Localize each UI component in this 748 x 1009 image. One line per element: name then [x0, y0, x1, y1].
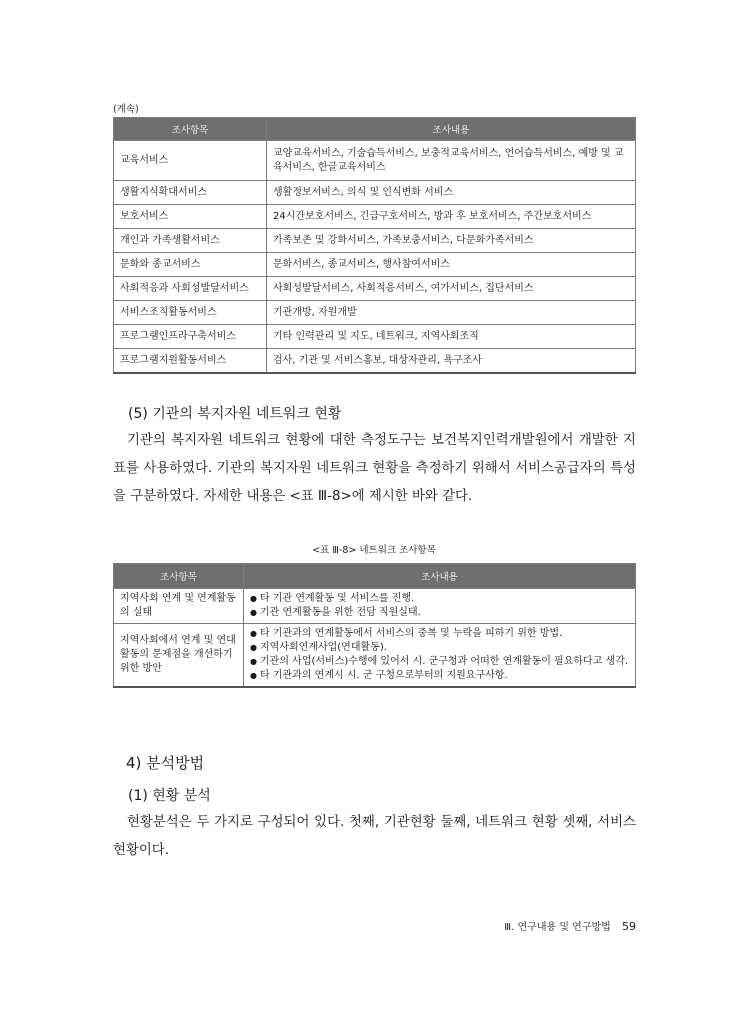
- bullet-item: ● 기관 연계활동을 위한 전담 직원실태.: [250, 606, 629, 620]
- row-content: 교양교육서비스, 기술습득서비스, 보충적교육서비스, 언어습득서비스, 예방 및 교육서비스, 한글교육서비스: [267, 141, 636, 181]
- service-items-table: [113, 117, 636, 374]
- bullet-item: ● 타 기관과의 연계활동에서 서비스의 중복 및 누락을 피하기 위한 방법.: [250, 627, 629, 641]
- table-row: [114, 277, 636, 301]
- network-items-table: [113, 563, 636, 688]
- table-row: [114, 141, 636, 181]
- section-4-heading: 4) 분석방법: [126, 754, 205, 772]
- row-item: 보호서비스: [114, 205, 267, 229]
- section-5-heading: (5) 기관의 복지자원 네트워크 현황: [128, 406, 342, 422]
- bullet-item: ● 기관의 사업(서비스)수행에 있어서 시. 군구청과 어떠한 연계활동이 필요하다고 생각.: [250, 655, 629, 669]
- page-footer: [504, 918, 636, 933]
- section-5-paragraph: 기관의 복지자원 네트워크 현황에 대한 측정도구는 보건복지인력개발원에서 개발한 지표를 사용하였다. 기관의 복지자원 네트워크 현황을 측정하기 위해서 서비스공급자의 특성을 구분하였다. 자세한 내용은 <표 Ⅲ-8>에 제시한 바와 같다.: [113, 433, 636, 504]
- table-row: [114, 181, 636, 205]
- row-item: 지역사회 연계 및 연계활동의 실태: [114, 589, 244, 624]
- page-number: 59: [622, 920, 636, 933]
- row-item: 사회적응과 사회성발달서비스: [114, 277, 267, 301]
- row-item: 프로그램인프라구축서비스: [114, 325, 267, 349]
- row-item: 프로그램지원활동서비스: [114, 349, 267, 374]
- table-header-row: [114, 564, 636, 589]
- table-row: [114, 205, 636, 229]
- row-content: [244, 624, 636, 688]
- footer-chapter: Ⅲ. 연구내용 및 연구방법: [504, 922, 611, 933]
- row-item: 생활지식확대서비스: [114, 181, 267, 205]
- row-item: 지역사회에서 연계 및 연대활동의 문제점을 개선하기 위한 방안: [114, 624, 244, 688]
- row-item: 개인과 가족생활서비스: [114, 229, 267, 253]
- table-header-row: [114, 118, 636, 141]
- row-content: 문화서비스, 종교서비스, 행사참여서비스: [267, 253, 636, 277]
- row-item: 문화와 종교서비스: [114, 253, 267, 277]
- header-content: 조사내용: [244, 564, 636, 589]
- table-row: [114, 229, 636, 253]
- header-item: 조사항목: [114, 118, 267, 141]
- row-content: [244, 589, 636, 624]
- row-content: 24시간보호서비스, 긴급구호서비스, 방과 후 보호서비스, 주간보호서비스: [267, 205, 636, 229]
- table-row: [114, 624, 636, 688]
- table-row: [114, 253, 636, 277]
- header-content: 조사내용: [267, 118, 636, 141]
- row-content: 가족보존 및 강화서비스, 가족보충서비스, 다문화가족서비스: [267, 229, 636, 253]
- row-item: 교육서비스: [114, 141, 267, 181]
- table-row: [114, 325, 636, 349]
- row-content: 사회성발달서비스, 사회적응서비스, 여가서비스, 집단서비스: [267, 277, 636, 301]
- table-caption: <표 Ⅲ-8> 네트워크 조사항목: [312, 545, 436, 556]
- row-content: 기관개방, 자원개발: [267, 301, 636, 325]
- continued-label: (계속): [113, 104, 139, 115]
- header-item: 조사항목: [114, 564, 244, 589]
- row-item: 서비스조직활동서비스: [114, 301, 267, 325]
- table-row: [114, 589, 636, 624]
- bullet-item: ● 타 기관 연계활동 및 서비스를 진행.: [250, 592, 629, 606]
- table-row: [114, 349, 636, 374]
- bullet-item: ● 타 기관과의 연계시 시. 군 구청으로부터의 지원요구사항.: [250, 669, 629, 683]
- row-content: 검사, 기관 및 서비스홍보, 대상자관리, 욕구조사: [267, 349, 636, 374]
- bullet-item: ● 지역사회연계사업(연대활동).: [250, 641, 629, 655]
- row-content: 기타 인력관리 및 지도, 네트워크, 지역사회조직: [267, 325, 636, 349]
- table-row: [114, 301, 636, 325]
- section-4-paragraph: 현황분석은 두 가지로 구성되어 있다. 첫째, 기관현황 둘째, 네트워크 현황 셋째, 서비스 현황이다.: [113, 815, 636, 858]
- section-4-subheading: (1) 현황 분석: [128, 788, 211, 804]
- row-content: 생활정보서비스, 의식 및 인식변화 서비스: [267, 181, 636, 205]
